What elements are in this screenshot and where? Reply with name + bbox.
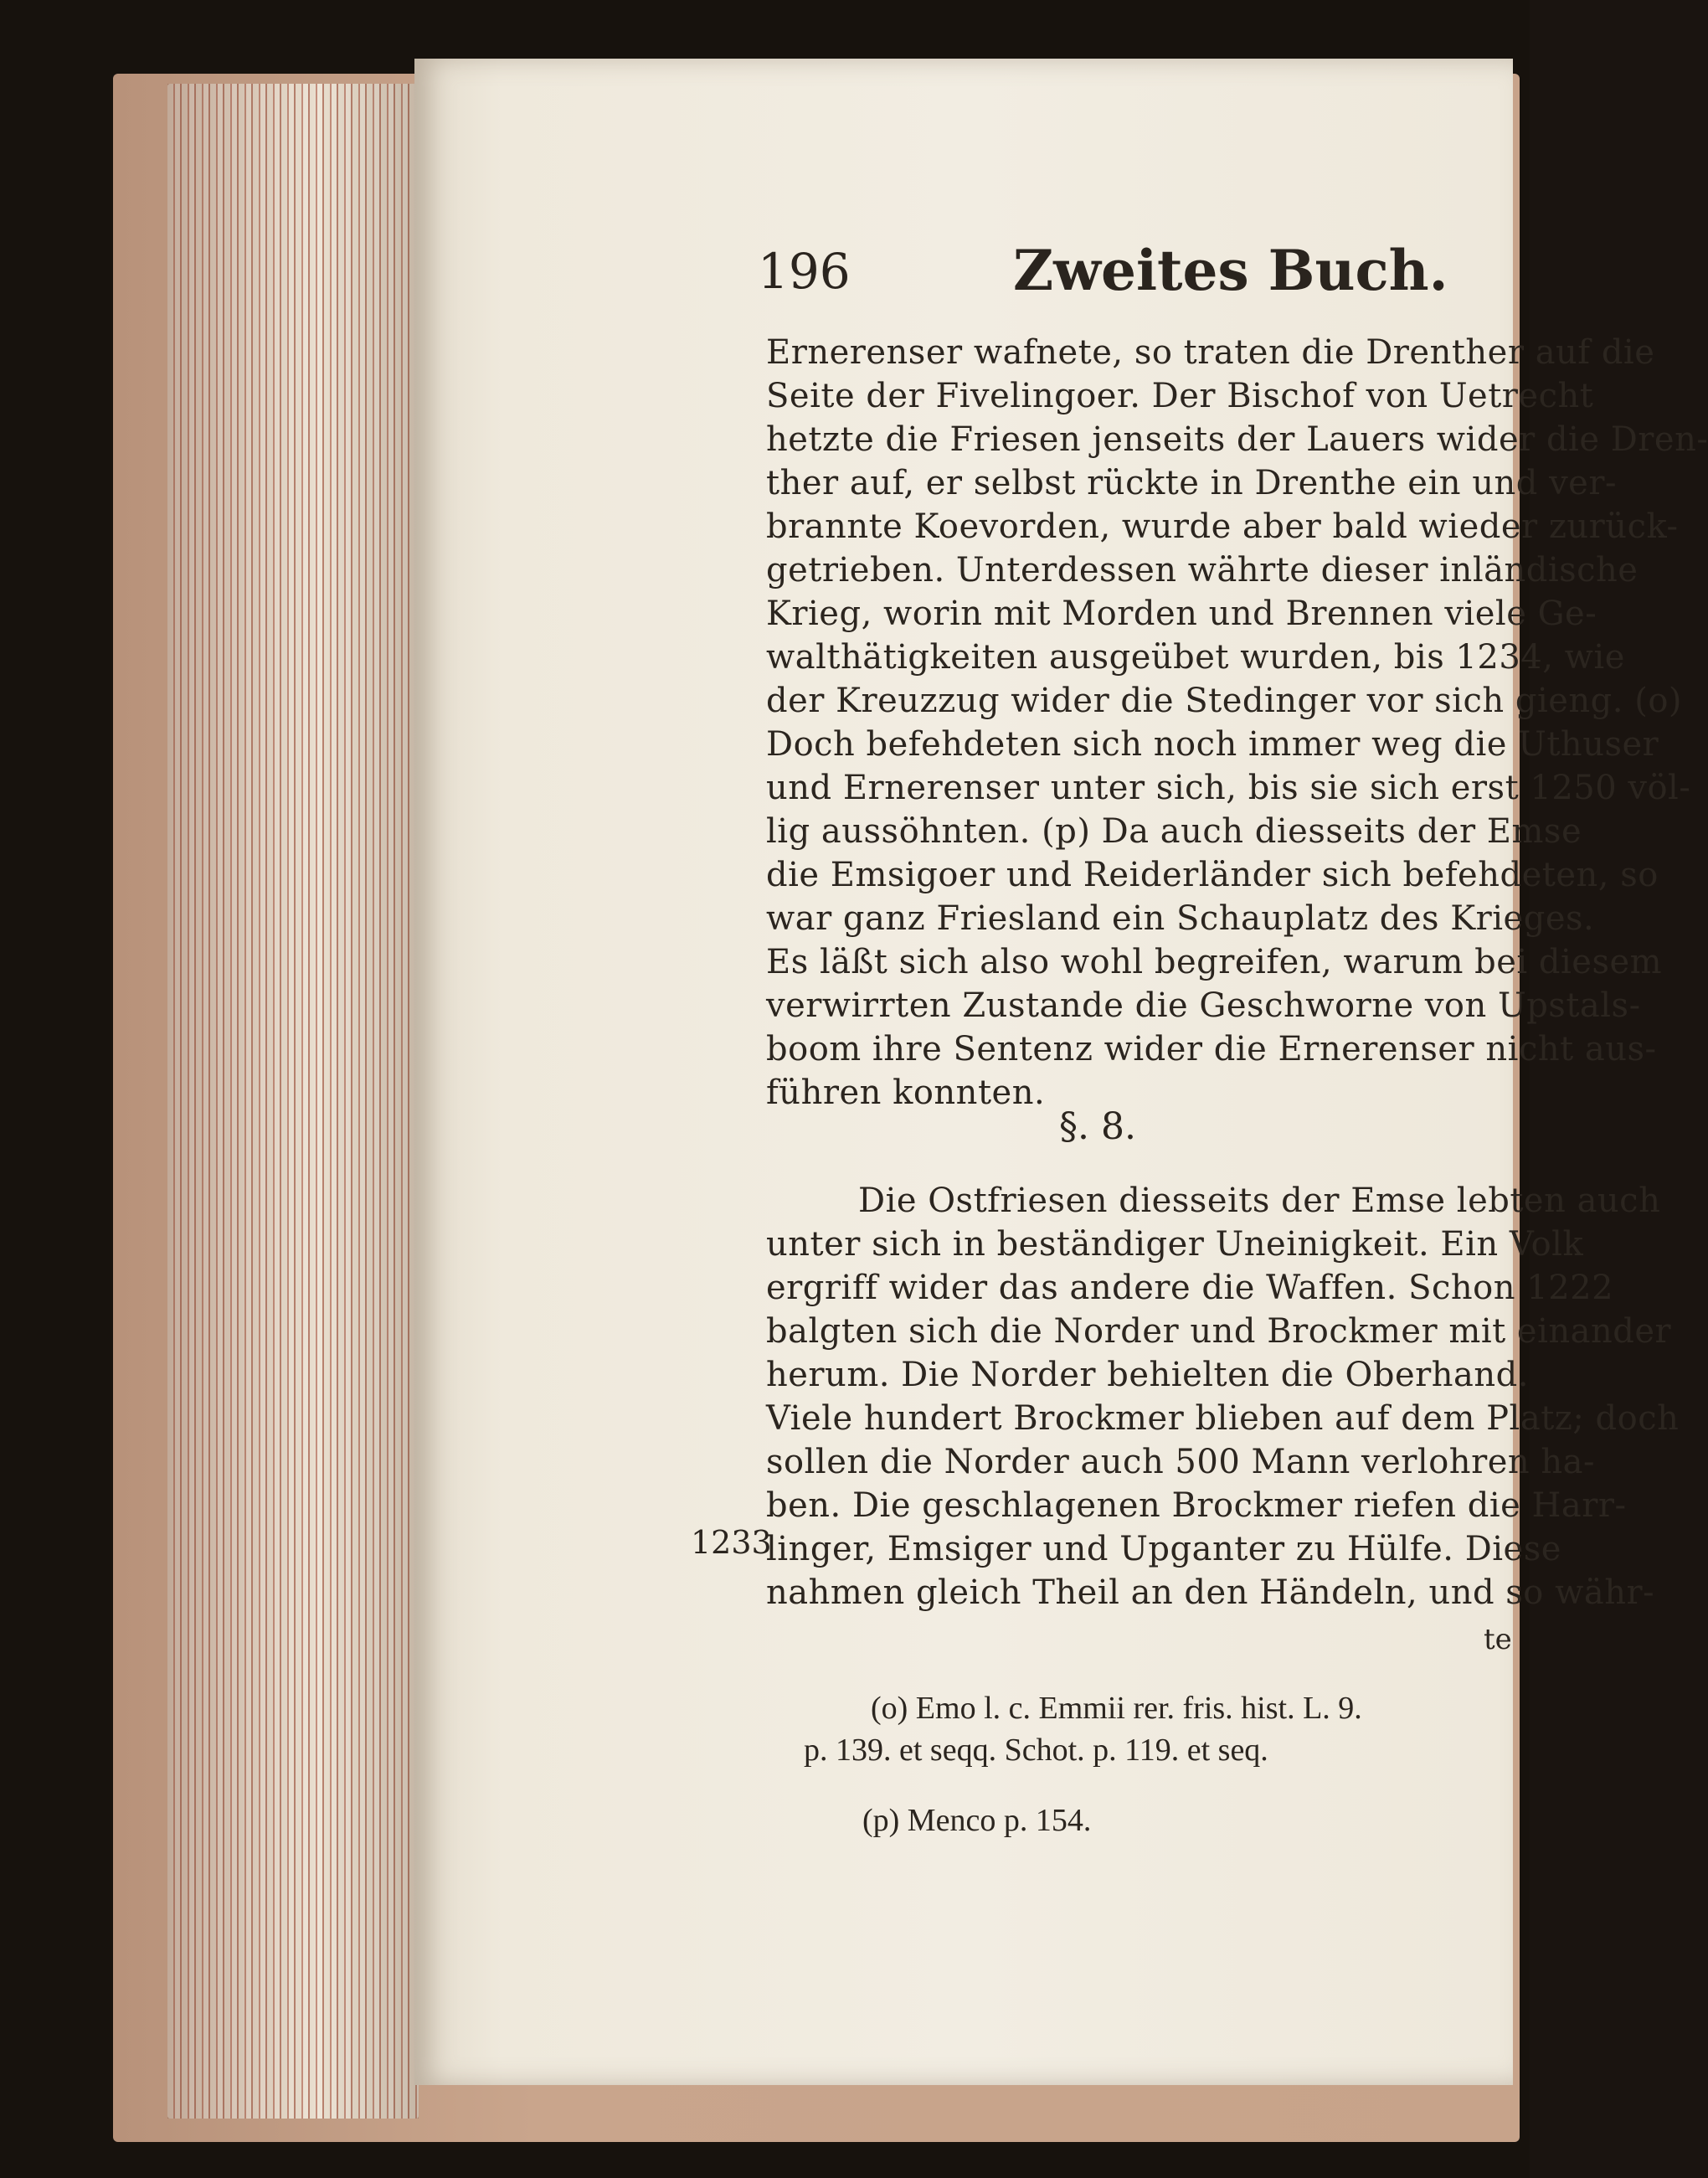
footnotes <box>804 1687 1507 1841</box>
text-line: linger, Emsiger und Upganter zu Hülfe. Diese <box>766 1530 1561 1568</box>
page-header <box>758 238 1494 303</box>
paragraph-2 <box>766 1179 1680 1614</box>
text-line: brannte Koevorden, wurde aber bald wieder zurück- <box>766 507 1679 546</box>
text-line: ther auf, er selbst rückte in Drenthe ein und ver- <box>766 464 1617 502</box>
text-line: ben. Die geschlagenen Brockmer riefen die Harr- <box>766 1486 1627 1525</box>
text-line: Ernerenser wafnete, so traten die Drenther auf die <box>766 333 1655 372</box>
text-line: Doch befehdeten sich noch immer weg die Uthuser <box>766 725 1659 764</box>
footnote-line: (p) Menco p. 154. <box>862 1803 1092 1838</box>
text-line: herum. Die Norder behielten die Oberhand. <box>766 1356 1529 1394</box>
text-line: unter sich in beständiger Uneinigkeit. Ein Volk <box>766 1225 1584 1264</box>
text-line: lig aussöhnten. (p) Da auch diesseits der Emse <box>766 812 1582 851</box>
paragraph-1 <box>766 331 1708 1115</box>
section-heading: §. 8. <box>1059 1105 1136 1148</box>
text-line: war ganz Friesland ein Schauplatz des Krieges. <box>766 899 1595 938</box>
text-line: boom ihre Sentenz wider die Ernerenser nicht aus- <box>766 1030 1657 1068</box>
text-line: verwirrten Zustande die Geschworne von Upstals- <box>766 986 1641 1025</box>
text-line: nahmen gleich Theil an den Händeln, und so währ- <box>766 1573 1655 1612</box>
footnote-line: p. 139. et seqq. Schot. p. 119. et seq. <box>804 1733 1268 1768</box>
text-line: Krieg, worin mit Morden und Brennen viele Ge- <box>766 595 1597 633</box>
text-line: führen konnten. <box>766 1074 1046 1112</box>
catchword: te <box>1484 1623 1512 1656</box>
text-line: hetzte die Friesen jenseits der Lauers wider die Dren- <box>766 420 1708 459</box>
text-line: balgten sich die Norder und Brockmer mit einander <box>766 1312 1672 1351</box>
footnote-line: (o) Emo l. c. Emmii rer. fris. hist. L. 9. <box>871 1691 1362 1726</box>
text-line: der Kreuzzug wider die Stedinger vor sich gieng. (o) <box>766 682 1683 720</box>
text-line: walthätigkeiten ausgeübet wurden, bis 1234, wie <box>766 638 1625 677</box>
footnote-gap <box>804 1771 1507 1800</box>
text-line: die Emsigoer und Reiderländer sich befehdeten, so <box>766 856 1659 894</box>
page-number: 196 <box>758 243 851 300</box>
text-line: und Ernerenser unter sich, bis sie sich erst 1250 völ- <box>766 769 1691 807</box>
text-line: Die Ostfriesen diesseits der Emse lebten auch <box>858 1182 1661 1220</box>
running-head: Zweites Buch. <box>1013 238 1448 303</box>
text-line: sollen die Norder auch 500 Mann verlohren ha- <box>766 1443 1595 1481</box>
text-line: ergriff wider das andere die Waffen. Schon 1222 <box>766 1269 1614 1307</box>
margin-year: 1233 <box>691 1524 772 1561</box>
text-line: Viele hundert Brockmer blieben auf dem Platz; doch <box>766 1399 1680 1438</box>
page-edges-shadow <box>167 84 419 2119</box>
text-line: Es läßt sich also wohl begreifen, warum bei diesem <box>766 943 1663 981</box>
text-line: Seite der Fivelingoer. Der Bischof von Uetrecht <box>766 377 1594 415</box>
text-line: getrieben. Unterdessen währte dieser inländische <box>766 551 1639 590</box>
